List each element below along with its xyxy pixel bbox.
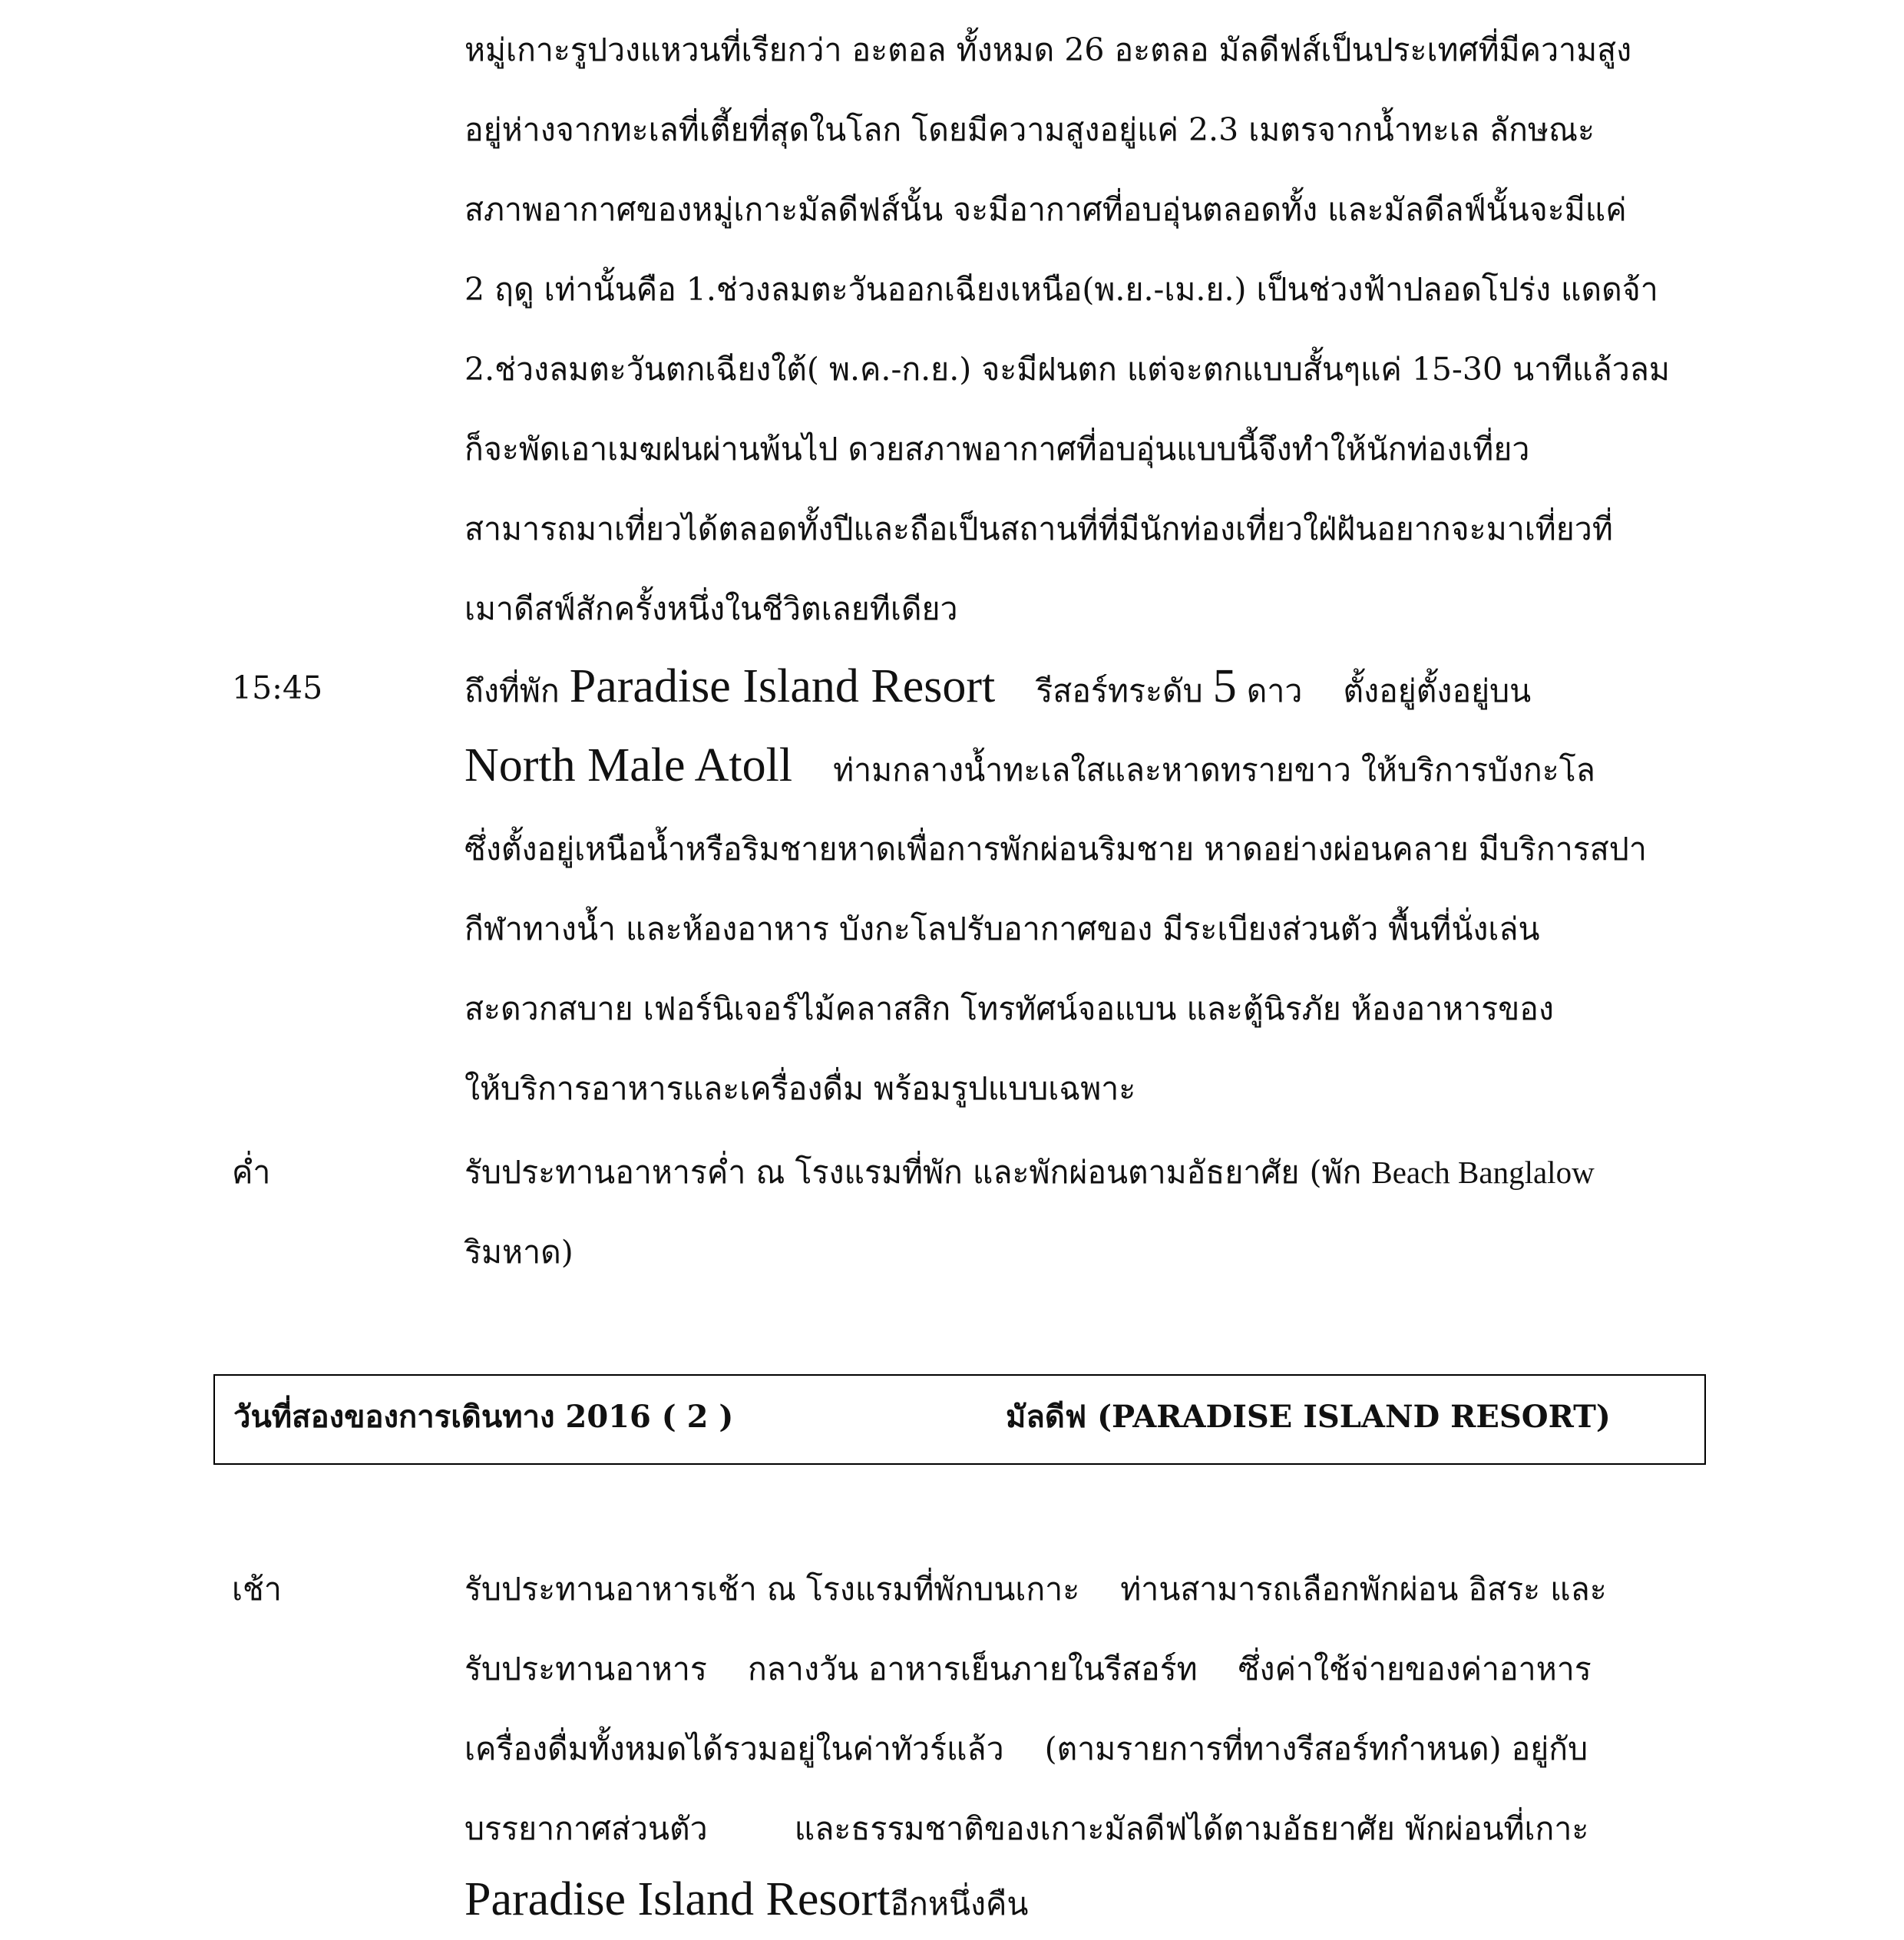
morning-text-1a: รับประทานอาหารเช้า ณ โรงแรมที่พักบนเกาะ [464, 1571, 1080, 1608]
intro-line-1: หมู่เกาะรูปวงแหวนที่เรียกว่า อะตอล ทั้งหมด 26 อะตลอ มัลดีฟส์เป็นประเทศที่มีความสูง [464, 31, 1632, 68]
intro-line-5: 2.ช่วงลมตะวันตกเฉียงใต้( พ.ค.-ก.ย.) จะมีฝนตก แต่จะตกแบบสั้นๆแค่ 15-30 นาทีแล้วลม [464, 351, 1670, 388]
morning-text-3b: (ตามรายการที่ทางรีสอร์ทกำหนด) อยู่กับ [1044, 1730, 1588, 1767]
arrival-line-1 [464, 656, 1724, 722]
morning-text-3a: เครื่องดื่มทั้งหมดได้รวมอยู่ในค่าทัวร์แล้ว [464, 1730, 1004, 1767]
day-header-title: วันที่สองของการเดินทาง 2016 ( 2 ) [233, 1399, 734, 1435]
morning-line-5 [464, 1869, 1724, 1935]
morning-text-2a: รับประทานอาหาร [464, 1651, 707, 1687]
intro-line-2: อยู่ห่างจากทะเลที่เตี้ยที่สุดในโลก โดยมีความสูงอยู่แค่ 2.3 เมตรจากน้ำทะเล ลักษณะ [464, 111, 1595, 148]
morning-text-2b: กลางวัน อาหารเย็นภายในรีสอร์ท [747, 1651, 1198, 1687]
morning-text-4b: และธรรมชาติของเกาะมัลดีฟได้ตามอัธยาศัย พักผ่อนที่เกาะ [794, 1810, 1589, 1847]
intro-line-6: ก็จะพัดเอาเมฆฝนผ่านพ้นไป ดวยสภาพอากาศที่อบอุ่นแบบนี้จึงทำให้นักท่องเที่ยว [464, 431, 1530, 468]
atoll-name: North Male Atoll [464, 739, 793, 792]
resort-rating-post: ดาว [1246, 673, 1303, 709]
arrival-tail: ตั้งอยู่ตั้งอยู่บน [1343, 673, 1532, 709]
morning-line-2 [464, 1646, 1724, 1692]
intro-line-3: สภาพอากาศของหมู่เกาะมัลดีฟส์นั้น จะมีอากาศที่อบอุ่นตลอดทั้ง และมัลดีลฟ์นั้นจะมีแค่ [464, 191, 1627, 228]
intro-line-4: 2 ฤดู เท่านั้นคือ 1.ช่วงลมตะวันออกเฉียงเหนือ(พ.ย.-เม.ย.) เป็นช่วงฟ้าปลอดโปร่ง แดดจ้า [464, 271, 1658, 308]
dinner-line-2: ริมหาด) [464, 1234, 574, 1271]
dinner-label: ค่ำ [232, 1154, 271, 1191]
arrival-time: 15:45 [232, 669, 323, 706]
dinner-text: รับประทานอาหารค่ำ ณ โรงแรมที่พัก และพักผ่อนตามอัธยาศัย (พัก [464, 1154, 1362, 1191]
morning-text-5: อีกหนึ่งคืน [890, 1885, 1029, 1922]
intro-line-7: สามารถมาเที่ยวได้ตลอดทั้งปีและถือเป็นสถานที่ที่มีนักท่องเที่ยวใฝ่ฝันอยากจะมาเที่ยวที่ [464, 511, 1613, 547]
resort-stars: 5 [1212, 660, 1237, 712]
arrival-line-3: ซึ่งตั้งอยู่เหนือน้ำหรือริมชายหาดเพื่อการพักผ่อนริมชาย หาดอย่างผ่อนคลาย มีบริการสปา [464, 831, 1647, 868]
arrival-line-4: กีฬาทางน้ำ และห้องอาหาร บังกะโลปรับอากาศของ มีระเบียงส่วนตัว พื้นที่นั่งเล่น [464, 911, 1540, 947]
arrival-pre: ถึงที่พัก [464, 673, 560, 709]
morning-line-4 [464, 1806, 1724, 1852]
morning-text-2c: ซึ่งค่าใช้จ่ายของค่าอาหาร [1238, 1651, 1592, 1687]
arrival-line-2 [464, 735, 1724, 801]
morning-label: เช้า [232, 1571, 282, 1608]
arrival-line-6: ให้บริการอาหารและเครื่องดื่ม พร้อมรูปแบบเฉพาะ [464, 1070, 1136, 1107]
intro-line-8: เมาดีสฟ์สักครั้งหนึ่งในชีวิตเลยทีเดียว [464, 590, 958, 627]
dinner-line-1 [464, 1149, 1724, 1195]
morning-line-3 [464, 1726, 1724, 1772]
resort-name: Paradise Island Resort [569, 660, 996, 712]
day-header-location: มัลดีฟ (PARADISE ISLAND RESORT) [1006, 1399, 1611, 1435]
resort-rating-pre: รีสอร์ทระดับ [1036, 673, 1203, 709]
arrival-line-5: สะดวกสบาย เฟอร์นิเจอร์ไม้คลาสสิก โทรทัศน์จอแบน และตู้นิรภัย ห้องอาหารของ [464, 990, 1554, 1027]
dinner-room-type: Beach Banglalow [1371, 1155, 1595, 1190]
day-header-box [213, 1374, 1706, 1465]
morning-text-1b: ท่านสามารถเลือกพักผ่อน อิสระ และ [1120, 1571, 1607, 1608]
morning-line-1 [464, 1566, 1724, 1612]
morning-resort-name: Paradise Island Resort [464, 1873, 891, 1925]
arrival-line-2-rest: ท่ามกลางน้ำทะเลใสและหาดทรายขาว ให้บริการบังกะโล [833, 752, 1595, 788]
morning-text-4a: บรรยากาศส่วนตัว [464, 1810, 708, 1847]
